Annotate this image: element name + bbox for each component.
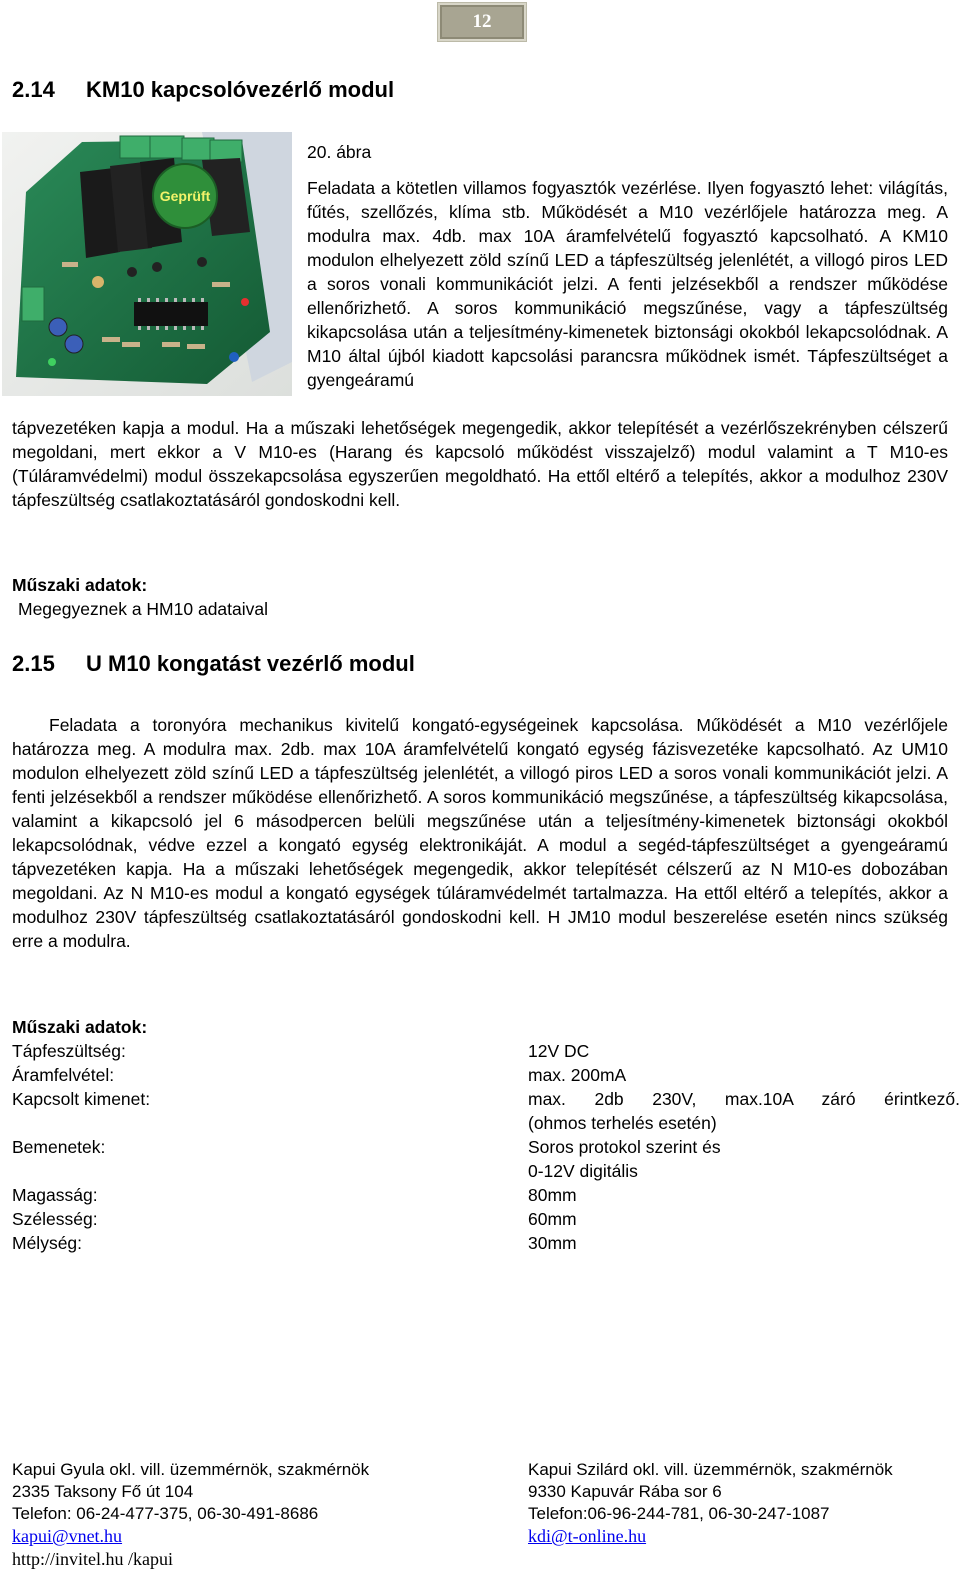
spec-row — [12, 1039, 948, 1063]
figure-caption: 20. ábra — [307, 142, 372, 162]
section-title: U M10 kongatást vezérlő modul — [86, 651, 415, 676]
spec-value: max. 200mA — [528, 1065, 627, 1085]
spec-value: max. 2db 230V, max.10A záró érintkező. — [528, 1089, 960, 1109]
footer-email-link[interactable]: kdi@t-online.hu — [528, 1526, 647, 1546]
spec-row — [12, 1231, 948, 1255]
spec-label: Kapcsolt kimenet: — [12, 1089, 151, 1109]
specs-heading-2-15: Műszaki adatok: — [12, 1017, 148, 1037]
spec-row — [12, 1183, 948, 1207]
section-2-15-paragraph: Feladata a toronyóra mechanikus kivitelű kongató-egységeinek kapcsolása. Működését a M10 vezérlőjele határozza meg. A modulra max. 2db. max 10A áramfelvételű kongató egység fázisvezetéke kapcsolható. Az UM10 modulon elhelyezett zöld színű LED a tápfeszültség jelenlétét, a villogó piros LED a soros vonali kommunikációt jelzi. A fenti jelzésekből a rendszer működése ellenőrizhető. A soros kommunikáció megszűnése, a tápfeszültség kikapcsolása, valamint a kikapcsoló jel 6 másodpercen belüli megszűnése után a teljesítmény-kimenetek biztonsági okokból lekapcsolódnak, védve ezzel a kongató egység elektronikáját. A modul a segéd-tápfeszültséget a gyengeáramú tápvezetéken kapja. Ha a műszaki lehetőségek megengedik, akkor telepítését célszerű az N M10-es dobozában megoldani. Az N M10-es modul a kongató egységek túláramvédelmét tartalmazza. Ha ettől eltérő a telepítés, akkor a modulhoz 230V tápfeszültség csatlakoztatásáról gondoskodni kell. H JM10 modul beszerelése esetén nincs szükség erre a modulra. — [12, 715, 948, 951]
footer-contact-left — [12, 1459, 512, 1570]
spec-value: 60mm — [528, 1209, 577, 1229]
footer-name: Kapui Szilárd okl. vill. üzemmérnök, szakmérnök — [528, 1460, 893, 1479]
spec-label: Mélység: — [12, 1233, 83, 1253]
section-title: KM10 kapcsolóvezérlő modul — [86, 77, 395, 102]
specs-note-2-14: Megegyeznek a HM10 adataival — [18, 599, 269, 619]
spec-label: Áramfelvétel: — [12, 1065, 115, 1085]
section-2-14-paragraph-continued: tápvezetéken kapja a modul. Ha a műszaki lehetőségek megengedik, akkor telepítését a vezérlőszekrényben célszerű megoldani, mert ekkor a V M10-es (Harang és kapcsoló működést visszajelző) modul valamint a T M10-es (Túláramvédelmi) modul összekapcsolása egyszerűen megoldható. Ha ettől eltérő a telepítés, akkor a modulhoz 230V tápfeszültség csatlakoztatásáról gondoskodni kell. — [12, 418, 948, 510]
footer-contact-right — [528, 1459, 948, 1548]
spec-value: 30mm — [528, 1233, 577, 1253]
footer-email-link[interactable]: kapui@vnet.hu — [12, 1526, 123, 1546]
section-heading-2-15 — [12, 650, 415, 678]
section-heading-2-14 — [12, 76, 394, 104]
footer-phone: Telefon:06-96-244-781, 06-30-247-1087 — [528, 1504, 830, 1523]
footer-address: 9330 Kapuvár Rába sor 6 — [528, 1482, 722, 1501]
footer-address: 2335 Taksony Fő út 104 — [12, 1482, 194, 1501]
spec-value: Soros protokol szerint és — [528, 1137, 721, 1157]
spec-label: Magasság: — [12, 1185, 98, 1205]
specs-heading-2-14: Műszaki adatok: — [12, 575, 148, 595]
spec-label: Bemenetek: — [12, 1137, 106, 1157]
spec-row — [12, 1111, 948, 1135]
spec-row — [12, 1135, 948, 1159]
page-number-badge — [438, 3, 526, 41]
footer-web: http://invitel.hu /kapui — [12, 1549, 173, 1569]
spec-value: (ohmos terhelés esetén) — [528, 1113, 717, 1133]
spec-row — [12, 1207, 948, 1231]
spec-value: 12V DC — [528, 1041, 590, 1061]
specs-table — [12, 1039, 960, 1255]
gepruft-sticker-text: Geprüft — [159, 188, 211, 204]
page-number: 12 — [472, 11, 492, 32]
section-number: 2.15 — [12, 651, 55, 676]
section-2-14-paragraph-beside-photo: Feladata a kötetlen villamos fogyasztók vezérlése. Ilyen fogyasztó lehet: világítás, fűtés, szellőzés, klíma stb. Működését a M10 vezérlőjele határozza meg. A modulra max. 4db. max 10A áramfelvételű fogyasztó kapcsolható. A KM10 modulon elhelyezett zöld színű LED a tápfeszültség jelenlétét, a villogó piros LED a soros vonali kommunikációt jelzi. A fenti jelzésekből a rendszer működése ellenőrizhető. A soros kommunikáció megszűnése, vagy a tápfeszültség kikapcsolása után a teljesítmény-kimenetek biztonsági okokból lekapcsolódnak. A M10 által újból kiadott kapcsolási parancsra működnek ismét. Tápfeszültséget a gyengeáramú — [307, 178, 948, 390]
footer-name: Kapui Gyula okl. vill. üzemmérnök, szakmérnök — [12, 1460, 370, 1479]
spec-row — [12, 1087, 960, 1111]
spec-row — [12, 1063, 948, 1087]
section-number: 2.14 — [12, 77, 55, 102]
spec-label: Szélesség: — [12, 1209, 98, 1229]
spec-label: Tápfeszültség: — [12, 1041, 126, 1061]
footer-phone: Telefon: 06-24-477-375, 06-30-491-8686 — [12, 1504, 319, 1523]
spec-row — [12, 1159, 948, 1183]
spec-value: 80mm — [528, 1185, 577, 1205]
spec-value: 0-12V digitális — [528, 1161, 638, 1181]
pcb-illustration — [2, 132, 292, 396]
km10-module-photo — [2, 132, 292, 396]
